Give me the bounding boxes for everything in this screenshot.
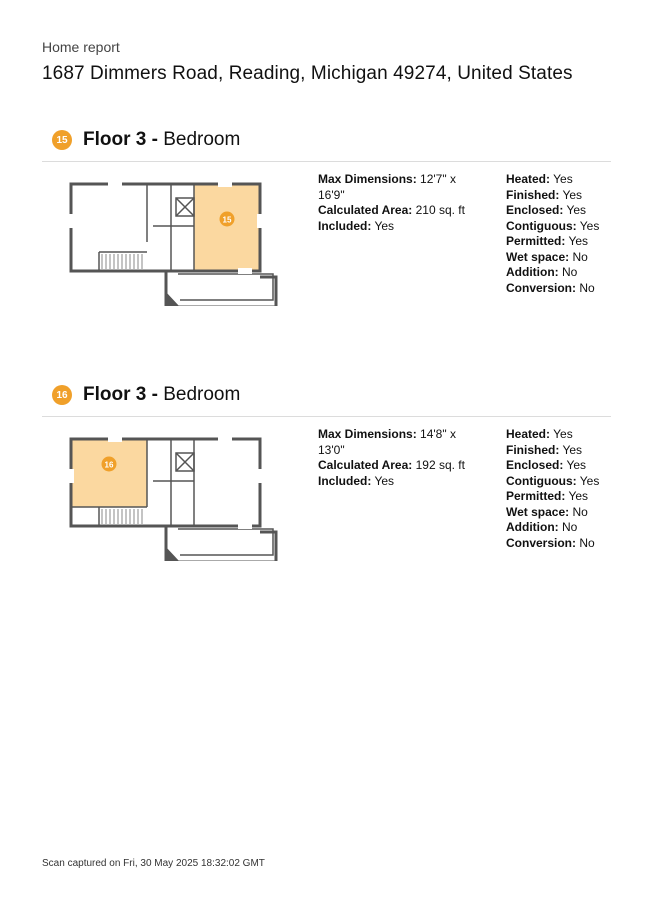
dimensions-column bbox=[318, 427, 483, 489]
attr-wet-space bbox=[506, 250, 606, 266]
attr-value: Yes bbox=[565, 234, 589, 248]
attr-label: Enclosed: bbox=[506, 203, 564, 217]
attr-contiguous bbox=[506, 474, 606, 490]
attr-value: Yes bbox=[565, 489, 589, 503]
attr-label: Addition: bbox=[506, 520, 559, 534]
max-dimensions-label: Max Dimensions: bbox=[318, 172, 417, 186]
attr-label: Heated: bbox=[506, 427, 551, 441]
room-section bbox=[0, 381, 650, 611]
room-title bbox=[83, 384, 240, 406]
attr-label: Contiguous: bbox=[506, 218, 577, 233]
attr-value: No bbox=[558, 265, 578, 279]
room-name: Bedroom bbox=[163, 384, 241, 405]
max-dimensions-value: 12'7" x 16'9" bbox=[318, 172, 456, 202]
attr-conversion bbox=[506, 536, 606, 552]
floor-plan bbox=[68, 174, 282, 306]
included bbox=[318, 219, 483, 235]
highlighted-room bbox=[71, 439, 147, 507]
attr-contiguous bbox=[506, 219, 606, 235]
floor-plan bbox=[68, 429, 282, 561]
attr-label: Conversion: bbox=[506, 280, 577, 295]
attributes-column bbox=[506, 172, 606, 296]
floor-label: Floor 3 bbox=[83, 129, 147, 150]
attr-enclosed bbox=[506, 458, 606, 474]
attr-label: Heated: bbox=[506, 172, 551, 186]
attr-label: Permitted: bbox=[506, 489, 566, 503]
max-dimensions bbox=[318, 172, 483, 203]
attr-permitted bbox=[506, 489, 606, 505]
attr-value: Yes bbox=[559, 187, 583, 202]
capture-timestamp: Scan captured on Fri, 30 May 2025 18:32:02 GMT bbox=[42, 858, 265, 869]
attr-wet-space bbox=[506, 505, 606, 521]
attr-heated bbox=[506, 172, 606, 188]
attr-label: Wet space: bbox=[506, 504, 570, 519]
calculated-area-value: 192 sq. ft bbox=[412, 458, 465, 472]
attr-label: Wet space: bbox=[506, 249, 570, 264]
room-name: Bedroom bbox=[163, 129, 241, 150]
room-marker-label: 15 bbox=[222, 215, 232, 225]
attr-value: No bbox=[569, 504, 588, 519]
title-separator: - bbox=[146, 384, 164, 405]
attr-value: No bbox=[576, 535, 595, 550]
calculated-area-value: 210 sq. ft bbox=[412, 203, 465, 217]
max-dimensions bbox=[318, 427, 483, 458]
room-heading bbox=[52, 381, 240, 409]
attr-value: Yes bbox=[563, 458, 587, 472]
section-divider bbox=[42, 161, 611, 162]
attr-label: Conversion: bbox=[506, 535, 577, 550]
calculated-area bbox=[318, 203, 483, 219]
calculated-area-label: Calculated Area: bbox=[318, 203, 413, 217]
room-section bbox=[0, 126, 650, 356]
attr-finished bbox=[506, 188, 606, 204]
attr-conversion bbox=[506, 281, 606, 297]
calculated-area-label: Calculated Area: bbox=[318, 458, 413, 472]
attr-label: Contiguous: bbox=[506, 473, 577, 488]
room-marker-label: 16 bbox=[104, 460, 114, 470]
property-address: 1687 Dimmers Road, Reading, Michigan 49274, United States bbox=[42, 63, 573, 84]
attr-finished bbox=[506, 443, 606, 459]
attr-value: Yes bbox=[550, 427, 573, 441]
room-number-badge: 16 bbox=[52, 385, 72, 405]
attr-value: No bbox=[558, 520, 578, 534]
attr-value: Yes bbox=[559, 442, 583, 457]
max-dimensions-label: Max Dimensions: bbox=[318, 427, 417, 441]
attr-label: Permitted: bbox=[506, 234, 566, 248]
attr-value: Yes bbox=[576, 218, 600, 233]
included-value: Yes bbox=[371, 473, 395, 488]
attr-value: No bbox=[576, 280, 595, 295]
attr-addition bbox=[506, 265, 606, 281]
included bbox=[318, 474, 483, 490]
attr-enclosed bbox=[506, 203, 606, 219]
report-label: Home report bbox=[42, 39, 120, 55]
attr-value: No bbox=[569, 249, 588, 264]
title-separator: - bbox=[146, 129, 164, 150]
attr-label: Enclosed: bbox=[506, 458, 564, 472]
attr-value: Yes bbox=[576, 473, 600, 488]
attr-addition bbox=[506, 520, 606, 536]
attr-permitted bbox=[506, 234, 606, 250]
included-label: Included: bbox=[318, 218, 372, 233]
dimensions-column bbox=[318, 172, 483, 234]
calculated-area bbox=[318, 458, 483, 474]
room-title bbox=[83, 129, 240, 151]
room-heading bbox=[52, 126, 240, 154]
attr-value: Yes bbox=[550, 172, 573, 186]
floor-label: Floor 3 bbox=[83, 384, 147, 405]
included-value: Yes bbox=[371, 218, 395, 233]
attr-label: Finished: bbox=[506, 187, 560, 202]
attr-heated bbox=[506, 427, 606, 443]
attr-label: Finished: bbox=[506, 442, 560, 457]
included-label: Included: bbox=[318, 473, 372, 488]
room-number-badge: 15 bbox=[52, 130, 72, 150]
attributes-column bbox=[506, 427, 606, 551]
max-dimensions-value: 14'8" x 13'0" bbox=[318, 427, 456, 457]
section-divider bbox=[42, 416, 611, 417]
highlighted-room bbox=[194, 184, 260, 271]
attr-label: Addition: bbox=[506, 265, 559, 279]
attr-value: Yes bbox=[563, 203, 587, 217]
